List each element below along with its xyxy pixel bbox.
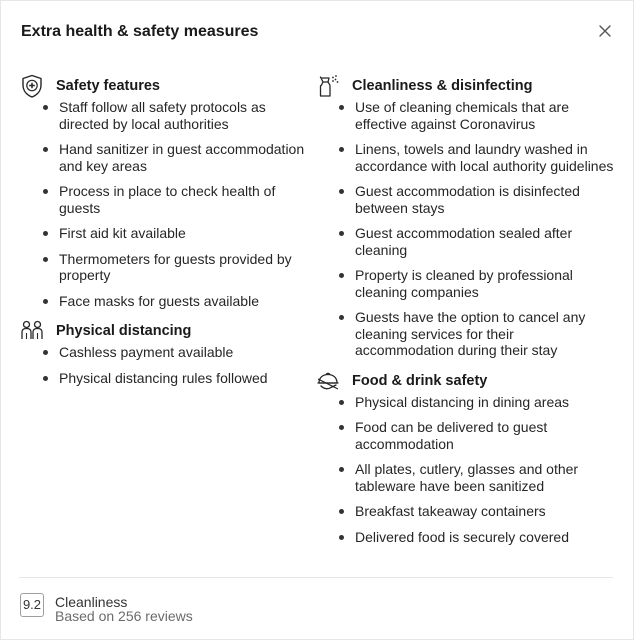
food-drink-list: [315, 394, 615, 546]
section-title: Safety features: [56, 78, 160, 94]
cleanliness-score-badge: 9.2: [20, 593, 44, 617]
list-item: Use of cleaning chemicals that are effective against Coronavirus: [352, 99, 615, 132]
list-item: Physical distancing in dining areas: [352, 394, 615, 411]
food-cloche-icon: [315, 368, 341, 394]
physical-distancing-list: [19, 344, 309, 386]
section-title: Cleanliness & disinfecting: [352, 78, 533, 94]
section-cleanliness: [315, 73, 615, 359]
list-item: Food can be delivered to guest accommodation: [352, 419, 615, 452]
list-item: Thermometers for guests provided by property: [56, 251, 309, 284]
close-icon: [595, 21, 615, 41]
list-item: Delivered food is securely covered: [352, 529, 615, 546]
people-icon: [19, 318, 45, 344]
footer-divider: [19, 577, 613, 578]
section-safety-features: [19, 73, 309, 309]
list-item: All plates, cutlery, glasses and other tableware have been sanitized: [352, 461, 615, 494]
safety-features-list: [19, 99, 309, 309]
cleanliness-list: [315, 99, 615, 359]
list-item: Property is cleaned by professional cleaning companies: [352, 267, 615, 300]
right-column: [315, 73, 615, 554]
section-physical-distancing: [19, 318, 309, 386]
modal-title: Extra health & safety measures: [21, 23, 259, 40]
list-item: Face masks for guests available: [56, 293, 309, 310]
list-item: Staff follow all safety protocols as directed by local authorities: [56, 99, 309, 132]
list-item: Cashless payment available: [56, 344, 309, 361]
shield-plus-icon: [19, 73, 45, 99]
section-header: [19, 318, 309, 344]
list-item: Guests have the option to cancel any cleaning services for their accommodation during their stay: [352, 309, 615, 359]
section-food-drink: [315, 368, 615, 546]
section-header: [315, 368, 615, 394]
list-item: Physical distancing rules followed: [56, 370, 309, 387]
list-item: Hand sanitizer in guest accommodation and key areas: [56, 141, 309, 174]
list-item: Guest accommodation is disinfected between stays: [352, 183, 615, 216]
cleanliness-label: Cleanliness: [55, 594, 128, 610]
section-title: Food & drink safety: [352, 372, 488, 389]
list-item: Guest accommodation sealed after cleaning: [352, 225, 615, 258]
section-header: [19, 73, 309, 99]
spray-bottle-icon: [315, 73, 341, 99]
list-item: First aid kit available: [56, 225, 309, 242]
list-item: Linens, towels and laundry washed in accordance with local authority guidelines: [352, 141, 615, 174]
close-button[interactable]: [595, 21, 615, 41]
review-count: Based on 256 reviews: [55, 608, 193, 624]
section-title: Physical distancing: [56, 323, 192, 339]
list-item: Process in place to check health of guests: [56, 183, 309, 216]
left-column: [19, 73, 309, 395]
list-item: Breakfast takeaway containers: [352, 503, 615, 520]
section-header: [315, 73, 615, 99]
